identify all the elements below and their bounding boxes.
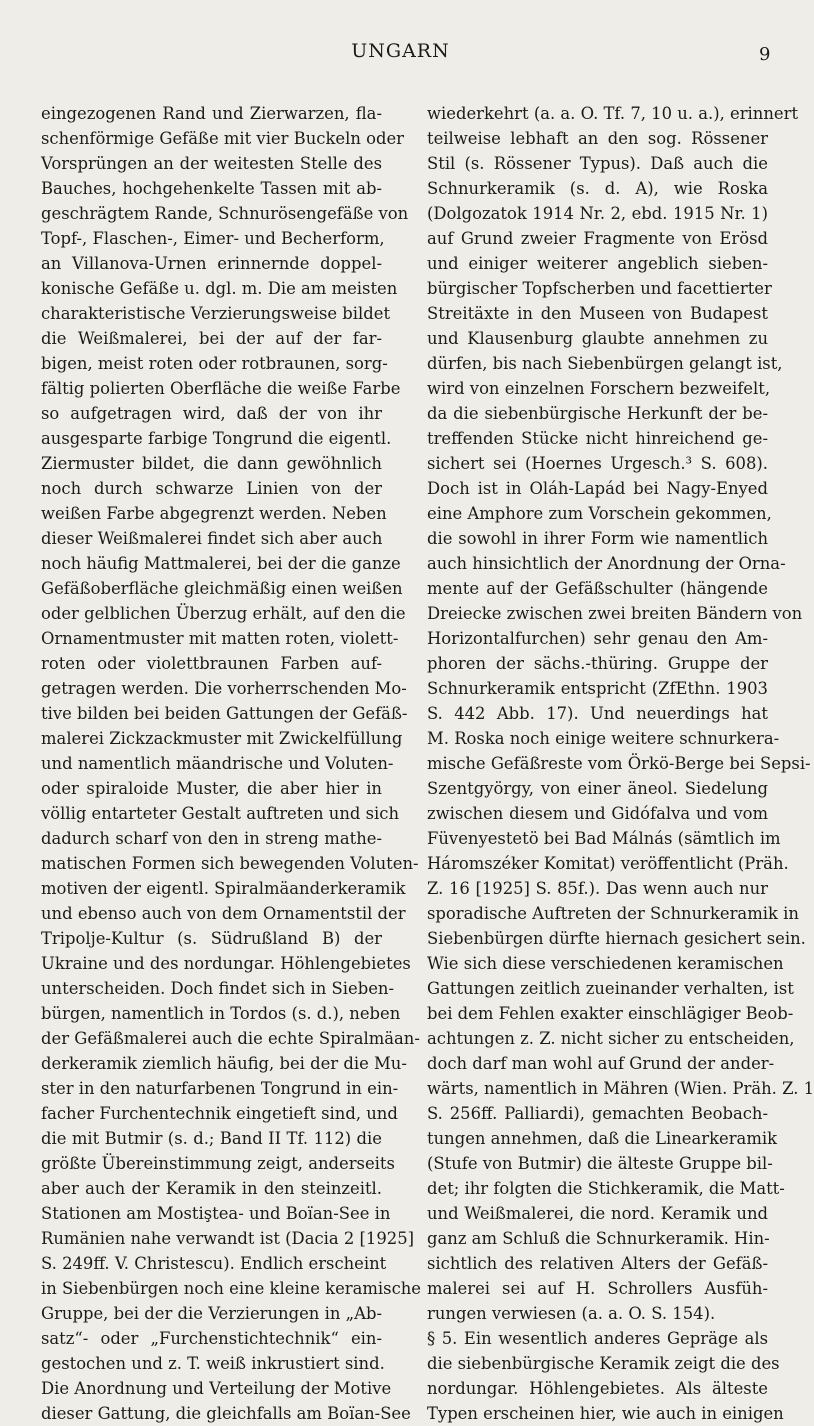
text-line: matischen Formen sich bewegenden Voluten- <box>41 854 419 873</box>
text-line: oder gelblichen Überzug erhält, auf den die <box>41 604 406 623</box>
text-line: so aufgetragen wird, daß der von ihr <box>41 404 382 423</box>
text-line: wärts, namentlich in Mähren (Wien. Präh. Z. 1 <box>427 1079 814 1098</box>
page-number: 9 <box>759 44 771 65</box>
text-line: Schnurkeramik entspricht (ZfEthn. 1903 <box>427 679 768 698</box>
text-line: bigen, meist roten oder rotbraunen, sorg- <box>41 354 388 373</box>
text-line: dadurch scharf von den in streng mathe- <box>41 829 382 848</box>
text-line: da die siebenbürgische Herkunft der be- <box>427 404 768 423</box>
text-line: geschrägtem Rande, Schnurösengefäße von <box>41 204 409 223</box>
text-line: doch darf man wohl auf Grund der ander- <box>427 1054 775 1073</box>
text-line: motiven der eigentl. Spiralmäanderkeramik <box>41 879 406 898</box>
text-line: dürfen, bis nach Siebenbürgen gelangt ist, <box>427 354 783 373</box>
text-line: wird von einzelnen Forschern bezweifelt, <box>427 379 771 398</box>
text-line: Schnurkeramik (s. d. A), wie Roska <box>427 179 768 198</box>
text-line: dieser Weißmalerei findet sich aber auch <box>41 529 383 548</box>
text-line: noch durch schwarze Linien von der <box>41 479 382 498</box>
text-line: S. 442 Abb. 17). Und neuerdings hat <box>427 704 768 723</box>
text-line: rungen verwiesen (a. a. O. S. 154). <box>427 1304 716 1323</box>
text-line: eingezogenen Rand und Zierwarzen, fla- <box>41 104 382 123</box>
text-line: unterscheiden. Doch findet sich in Sieben- <box>41 979 394 998</box>
text-line: Háromszéker Komitat) veröffentlicht (Präh. <box>427 854 789 873</box>
text-line: völlig entarteter Gestalt auftreten und sich <box>41 804 400 823</box>
text-line: Siebenbürgen dürfte hiernach gesichert sein. <box>427 929 806 948</box>
text-line: die sowohl in ihrer Form wie namentlich <box>427 529 768 548</box>
text-line: teilweise lebhaft an den sog. Rössener <box>427 129 768 148</box>
text-line: dieser Gattung, die gleichfalls am Boïan-See <box>41 1404 411 1423</box>
text-line: Doch ist in Oláh-Lapád bei Nagy-Enyed <box>427 479 768 498</box>
text-line: Bauches, hochgehenkelte Tassen mit ab- <box>41 179 382 198</box>
text-line: und Klausenburg glaubte annehmen zu <box>427 329 768 348</box>
text-line: auf Grund zweier Fragmente von Erösd <box>427 229 768 248</box>
text-line: bei dem Fehlen exakter einschlägiger Beob- <box>427 1004 794 1023</box>
text-line: Vorsprüngen an der weitesten Stelle des <box>41 154 382 173</box>
text-line: Ornamentmuster mit matten roten, violett- <box>41 629 399 648</box>
text-line: malerei Zickzackmuster mit Zwickelfüllung <box>41 729 403 748</box>
text-line: zwischen diesem und Gidófalva und vom <box>427 804 768 823</box>
text-line: charakteristische Verzierungsweise bildet <box>41 304 391 323</box>
text-line: die Weißmalerei, bei der auf der far- <box>41 329 382 348</box>
text-line: achtungen z. Z. nicht sicher zu entscheiden, <box>427 1029 795 1048</box>
text-line: sichtlich des relativen Alters der Gefäß- <box>427 1254 768 1273</box>
text-line: facher Furchentechnik eingetieft sind, und <box>41 1104 398 1123</box>
text-line: mische Gefäßreste vom Örkö-Berge bei Sepsi- <box>427 754 811 773</box>
text-line: Tripolje-Kultur (s. Südrußland B) der <box>41 929 382 948</box>
text-line: Gruppe, bei der die Verzierungen in „Ab- <box>41 1304 382 1323</box>
text-line: aber auch der Keramik in den steinzeitl. <box>41 1179 382 1198</box>
text-line: Typen erscheinen hier, wie auch in einigen <box>427 1404 784 1423</box>
text-line: treffenden Stücke nicht hinreichend ge- <box>427 429 768 448</box>
text-line: satz“- oder „Furchenstichtechnik“ ein- <box>41 1329 382 1348</box>
text-line: der Gefäßmalerei auch die echte Spiralmäan- <box>41 1029 420 1048</box>
text-line: Gattungen zeitlich zueinander verhalten, ist <box>427 979 794 998</box>
text-line: oder spiraloide Muster, die aber hier in <box>41 779 382 798</box>
text-line: Z. 16 [1925] S. 85f.). Das wenn auch nur <box>427 879 768 898</box>
text-line: wiederkehrt (a. a. O. Tf. 7, 10 u. a.), erinnert <box>427 104 799 123</box>
text-line: größte Übereinstimmung zeigt, anderseits <box>41 1154 395 1173</box>
text-line: nordungar. Höhlengebietes. Als älteste <box>427 1379 768 1398</box>
text-line: tive bilden bei beiden Gattungen der Gefäß- <box>41 704 408 723</box>
text-line: malerei sei auf H. Schrollers Ausfüh- <box>427 1279 768 1298</box>
text-line: eine Amphore zum Vorschein gekommen, <box>427 504 772 523</box>
text-line: Gefäßoberfläche gleichmäßig einen weißen <box>41 579 403 598</box>
text-line: phoren der sächs.-thüring. Gruppe der <box>427 654 768 673</box>
text-line: tungen annehmen, daß die Linearkeramik <box>427 1129 778 1148</box>
text-line: (Dolgozatok 1914 Nr. 2, ebd. 1915 Nr. 1) <box>427 204 768 223</box>
text-line: Ziermuster bildet, die dann gewöhnlich <box>41 454 382 473</box>
text-line: § 5. Ein wesentlich anderes Gepräge als <box>427 1329 768 1348</box>
text-line: fältig polierten Oberfläche die weiße Farbe <box>41 379 401 398</box>
left-column <box>41 101 422 1426</box>
text-line: ganz am Schluß die Schnurkeramik. Hin- <box>427 1229 770 1248</box>
text-line: sichert sei (Hoernes Urgesch.³ S. 608). <box>427 454 768 473</box>
text-line: M. Roska noch einige weitere schnurkera- <box>427 729 780 748</box>
text-line: und einiger weiterer angeblich sieben- <box>427 254 768 273</box>
text-line: sporadische Auftreten der Schnurkeramik in <box>427 904 799 923</box>
text-line: Die Anordnung und Verteilung der Motive <box>41 1379 392 1398</box>
page-header <box>0 40 801 70</box>
text-line: in Siebenbürgen noch eine kleine keramische <box>41 1279 422 1298</box>
text-line: ster in den naturfarbenen Tongrund in ein- <box>41 1079 399 1098</box>
text-line: S. 249ff. V. Christescu). Endlich erscheint <box>41 1254 387 1273</box>
text-line: und ebenso auch von dem Ornamentstil der <box>41 904 406 923</box>
text-line: die mit Butmir (s. d.; Band II Tf. 112) die <box>41 1129 382 1148</box>
text-line: S. 256ff. Palliardi), gemachten Beobach- <box>427 1104 768 1123</box>
text-line: Horizontalfurchen) sehr genau den Am- <box>427 629 768 648</box>
text-line: an Villanova-Urnen erinnernde doppel- <box>41 254 382 273</box>
text-line: Stil (s. Rössener Typus). Daß auch die <box>427 154 768 173</box>
text-line: Füvenyestetö bei Bad Málnás (sämtlich im <box>427 829 781 848</box>
text-line: Rumänien nahe verwandt ist (Dacia 2 [1925] <box>41 1229 415 1248</box>
right-column <box>427 101 814 1426</box>
text-line: getragen werden. Die vorherrschenden Mo- <box>41 679 407 698</box>
text-line: Szentgyörgy, von einer äneol. Siedelung <box>427 779 768 798</box>
text-line: ausgesparte farbige Tongrund die eigentl. <box>41 429 392 448</box>
text-line: konische Gefäße u. dgl. m. Die am meisten <box>41 279 398 298</box>
text-line: det; ihr folgten die Stichkeramik, die Matt- <box>427 1179 785 1198</box>
text-line: roten oder violettbraunen Farben auf- <box>41 654 382 673</box>
text-line: mente auf der Gefäßschulter (hängende <box>427 579 768 598</box>
text-line: Stationen am Mostiştea- und Boïan-See in <box>41 1204 391 1223</box>
text-line: gestochen und z. T. weiß inkrustiert sind. <box>41 1354 385 1373</box>
text-line: Topf-, Flaschen-, Eimer- und Becherform, <box>41 229 385 248</box>
running-title: UNGARN <box>351 40 450 62</box>
text-line: auch hinsichtlich der Anordnung der Orna- <box>427 554 786 573</box>
text-line: und namentlich mäandrische und Voluten- <box>41 754 394 773</box>
text-line: (Stufe von Butmir) die älteste Gruppe bil- <box>427 1154 773 1173</box>
text-line: Ukraine und des nordungar. Höhlengebietes <box>41 954 411 973</box>
text-line: Wie sich diese verschiedenen keramischen <box>427 954 784 973</box>
text-line: weißen Farbe abgegrenzt werden. Neben <box>41 504 387 523</box>
text-line: und Weißmalerei, die nord. Keramik und <box>427 1204 768 1223</box>
text-line: die siebenbürgische Keramik zeigt die des <box>427 1354 780 1373</box>
text-line: bürgischer Topfscherben und facettierter <box>427 279 772 298</box>
text-line: Dreiecke zwischen zwei breiten Bändern von <box>427 604 803 623</box>
text-line: noch häufig Mattmalerei, bei der die ganze <box>41 554 401 573</box>
text-line: Streitäxte in den Museen von Budapest <box>427 304 768 323</box>
text-line: derkeramik ziemlich häufig, bei der die Mu- <box>41 1054 407 1073</box>
text-line: bürgen, namentlich in Tordos (s. d.), neben <box>41 1004 401 1023</box>
text-line: schenförmige Gefäße mit vier Buckeln oder <box>41 129 404 148</box>
